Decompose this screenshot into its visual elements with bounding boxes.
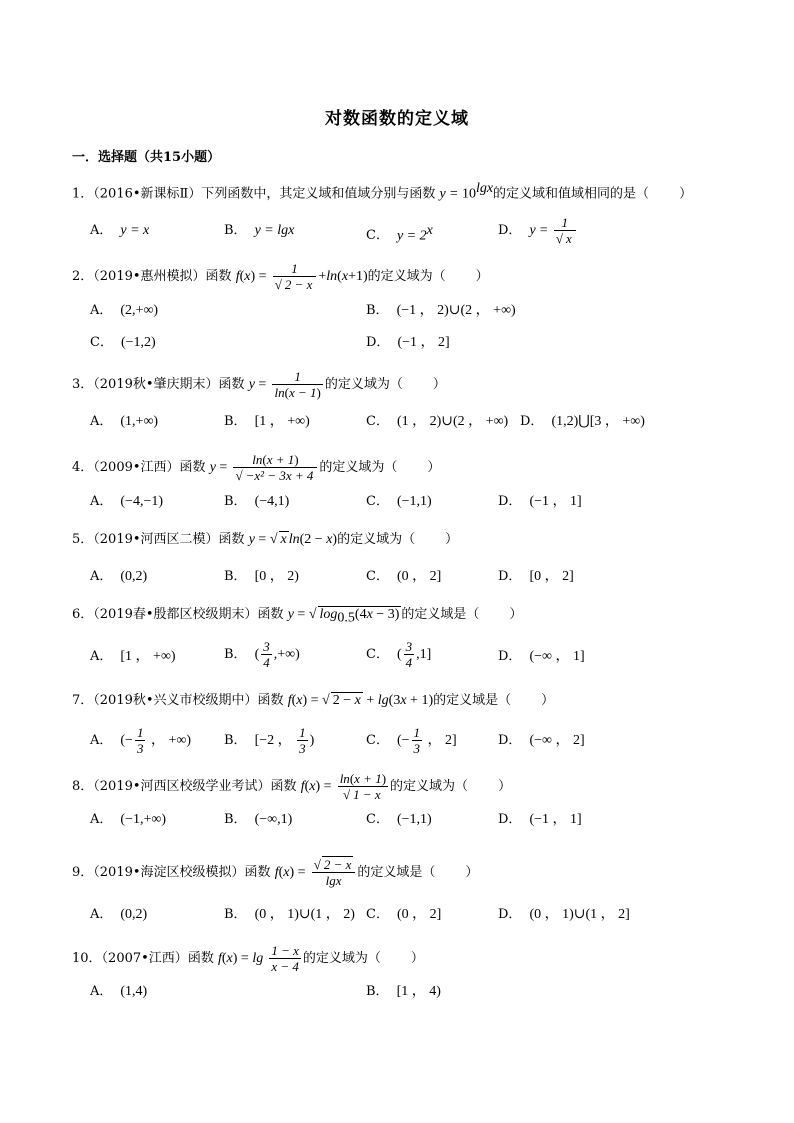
option-c[interactable]: C． ( $\frac{3}{4}$ ,1] [366,639,432,670]
option-d[interactable]: D． (−1 ， 1] [498,494,582,509]
option-d[interactable]: D． (−1 ， 2] [366,335,450,350]
question-9: 9．（2019•海淀区校级模拟）函数 f(x) = $\frac{√ 2 - x}{\lg x}$ 的定义域是（ ） [72,857,479,888]
formula: y [439,186,446,202]
option-a[interactable]: A． (−4,−1) [90,494,164,509]
option-a[interactable]: A． [1 ， +∞) [90,649,176,664]
question-3: 3．（2019秋•肇庆期末）函数 y = $\frac{1}{\ln(x - 1)}$ 的定义域为（ ） [72,369,446,400]
option-c[interactable]: C． (−1,1) [366,494,432,509]
option-b[interactable]: B． ( $\frac{3}{4}$ ,+∞) [224,639,300,670]
option-d[interactable]: D． (1,2)⋃[3 ， +∞) [520,414,645,429]
option-c[interactable]: C． (0 ， 2] [366,569,442,584]
option-b[interactable]: B． [0 ， 2) [224,569,299,584]
question-7: 7．（2019秋•兴义市校级期中）函数 f(x) = √ 2 − x + lg(3x + 1)的定义域是（ ） [72,693,555,708]
option-a[interactable]: A． (1,+∞) [90,414,159,429]
option-c[interactable]: C． (1 ， 2)∪(2 ， +∞) [366,414,509,429]
option-b[interactable]: B． y = lgx [224,223,295,238]
option-c[interactable]: C． (−1,1) [366,812,432,827]
option-b[interactable]: B． [1 ， +∞) [224,414,310,429]
option-b[interactable]: B． [−2 ， $\frac{1}{3}$ ) [224,725,315,756]
question-source: （2016•新课标Ⅱ） [93,186,202,202]
question-4: 4．（2009•江西）函数 y = $\frac{\ln(x + 1)}{\text{√ −x² − 3x + 4}}$ 的定义域为（ ） [72,452,441,483]
option-d[interactable]: D． y = $\frac{1}{√ x}$ [498,216,578,245]
question-8: 8．（2019•河西区校级学业考试）函数 f(x) = $\frac{\ln(x + 1)}{√ 1 - x}$ 的定义域为（ ） [72,771,512,802]
option-a[interactable]: A． y = x [90,223,150,238]
option-c[interactable]: C． (−1,2) [90,335,156,350]
page-title: 对数函数的定义域 [325,109,469,129]
option-a[interactable]: A． (− $\frac{1}{3}$ ， +∞) [90,725,191,756]
option-b[interactable]: B． (−1 ， 2)∪(2 ， +∞) [366,303,516,318]
option-b[interactable]: B． (0 ， 1)∪(1 ， 2) [224,907,355,922]
option-a[interactable]: A． (1,4) [90,984,148,999]
option-a[interactable]: A． (0,2) [90,569,148,584]
question-2: 2．（2019•惠州模拟）函数 f(x) = $\frac{1}{√ 2 - x}$ +ln(x+1)的定义域为（ ） [72,261,489,292]
option-d[interactable]: D． (−1 ， 1] [498,812,582,827]
option-c[interactable]: C． $y = 2^x$ [366,223,433,244]
option-d[interactable]: D． (0 ， 1)∪(1 ， 2] [498,907,630,922]
section-heading: 一．选择题（共15小题） [72,150,221,165]
option-c[interactable]: C． (0 ， 2] [366,907,442,922]
option-d[interactable]: D． [0 ， 2] [498,569,574,584]
question-6: 6．（2019春•殷都区校级期末）函数 y = √ $\log_{0.5}(4x - 3)$ 的定义域是（ ） [72,607,523,626]
question-5: 5．（2019•河西区二模）函数 y = √ x ln(2 − x)的定义域为（ ） [72,532,459,547]
option-a[interactable]: A． (−1,+∞) [90,812,166,827]
option-d[interactable]: D． (−∞ ， 1] [498,649,585,664]
option-a[interactable]: A． (2,+∞) [90,303,159,318]
question-1: 1．（2016•新课标Ⅱ）下列函数中，其定义域和值域分别与函数 $y = 10^{lgx}$的定义域和值域相同的是（ ） [72,181,693,202]
option-b[interactable]: B． [1 ， 4) [366,984,441,999]
option-d[interactable]: D． (−∞ ， 2] [498,733,585,748]
question-number: 1． [72,186,94,202]
option-c[interactable]: C． (− $\frac{1}{3}$ ， 2] [366,725,457,756]
option-b[interactable]: B． (−4,1) [224,494,290,509]
question-10: 10．（2007•江西）函数 f(x) = lg $\frac{1 - x}{x - 4}$ 的定义域为（ ） [72,943,424,974]
option-a[interactable]: A． (0,2) [90,907,148,922]
option-b[interactable]: B． (−∞,1) [224,812,293,827]
